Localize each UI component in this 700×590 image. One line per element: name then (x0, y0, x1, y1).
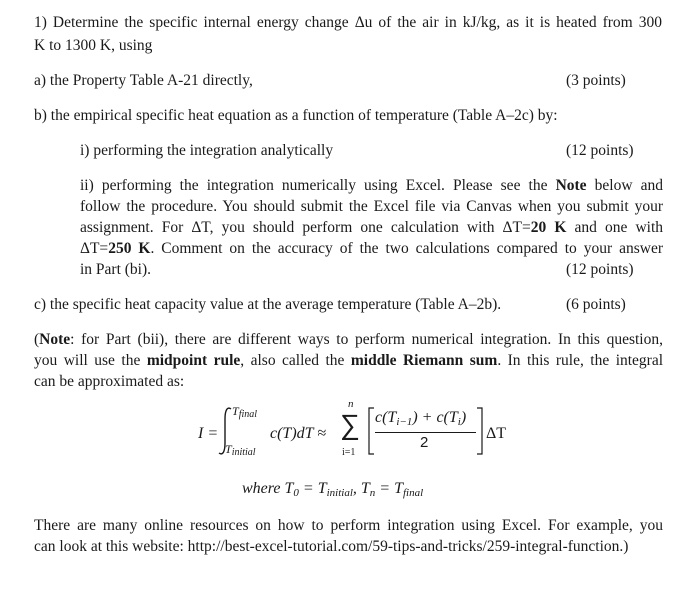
upper-limit (232, 404, 257, 420)
left-bracket-icon (367, 407, 375, 455)
where-sub-initial: initial (326, 487, 353, 499)
part-c-text: c) the specific heat capacity value at the average temperature (Table A–2b). (34, 296, 502, 313)
delta-t: ΔT (486, 425, 507, 442)
part-bii-points: (12 points) (566, 261, 634, 278)
formula-lhs: I = (198, 425, 219, 442)
num-sub-1: i−1 (396, 416, 413, 428)
part-bii-l1a: ii) performing the integration numerically using Excel. Please see the (80, 177, 548, 194)
note-l1b: : for Part (bii), there are different ways to perform numerical integration. In this question, (70, 331, 663, 348)
num-sub-2: i (457, 416, 461, 428)
note-l1a: ( (34, 331, 40, 348)
part-bii-line-2: follow the procedure. You should submit the Excel file via Canvas when you submit your (80, 198, 663, 215)
lower-limit-t: T (225, 442, 232, 456)
where-4: = T (375, 480, 403, 497)
part-bii-l3b: and one with (574, 219, 663, 236)
part-a-points: (3 points) (566, 72, 626, 89)
note-l2a: you will use the (34, 352, 141, 369)
upper-limit-sub: final (238, 409, 258, 420)
sum-upper: n (348, 398, 354, 410)
note-line-3: can be approximated as: (34, 373, 185, 390)
where-sub-0: 0 (293, 487, 299, 499)
where-sub-final: final (403, 487, 424, 499)
middle-riemann-sum: middle Riemann sum (350, 352, 498, 369)
fraction-bar (375, 432, 476, 433)
part-bii-l4b: . Comment on the accuracy of the two calculations compared to your answer (150, 240, 663, 257)
midpoint-rule: midpoint rule (146, 352, 241, 369)
num-part-1: c(T (375, 409, 397, 426)
upper-limit-t: T (232, 404, 239, 418)
part-bii-line-1 (80, 175, 663, 196)
part-bii-l4a: ΔT= (80, 240, 109, 257)
sigma-icon: ∑ (340, 409, 360, 440)
where-sub-n: n (369, 487, 376, 499)
part-bii-line-5: in Part (bi). (80, 261, 152, 278)
lower-limit (225, 442, 256, 458)
integrand: c(T)dT ≈ (270, 425, 327, 442)
part-bi-text: i) performing the integration analytically (80, 142, 334, 159)
fraction-numerator (375, 408, 466, 429)
part-b-text: b) the empirical specific heat equation as a function of temperature (Table A–2c) by: (34, 107, 558, 124)
question-line-1: 1) Determine the specific internal energy change Δu of the air in kJ/kg, as it is heated from 300 (34, 14, 662, 31)
where-3: , T (352, 480, 370, 497)
part-bii-l1b: below and (594, 177, 664, 194)
where-2: = T (298, 480, 327, 497)
right-bracket-icon (476, 407, 484, 455)
delta-t-20: 20 K (530, 219, 567, 236)
question-line-2: K to 1300 K, using (34, 37, 153, 54)
note-l2c: . In this rule, the integral (497, 352, 664, 369)
where-1: where T (242, 480, 294, 497)
sum-lower: i=1 (342, 447, 356, 458)
num-part-3: ) (460, 409, 467, 426)
delta-t-250: 250 K (108, 240, 151, 257)
lower-limit-sub: initial (231, 447, 256, 458)
fraction-denominator: 2 (420, 434, 429, 451)
note-line-1 (34, 329, 663, 350)
part-c-points: (6 points) (566, 296, 626, 313)
note-l2b: , also called the (240, 352, 345, 369)
note-line-2 (34, 350, 663, 371)
part-bii-l3a: assignment. For ΔT, you should perform one calculation with ΔT= (80, 219, 531, 236)
where-clause (242, 478, 423, 501)
note-reference: Note (555, 177, 587, 194)
note-label: Note (39, 331, 71, 348)
footer-line-2: can look at this website: http://best-excel-tutorial.com/59-tips-and-tricks/259-integral-function.) (34, 538, 629, 555)
footer-line-1: There are many online resources on how to perform integration using Excel. For example, you (34, 517, 663, 534)
part-bi-points: (12 points) (566, 142, 634, 159)
part-bii-line-3 (80, 217, 663, 238)
part-bii-line-4 (80, 238, 663, 259)
part-a-text: a) the Property Table A-21 directly, (34, 72, 253, 89)
num-part-2: ) + c(T (412, 409, 458, 426)
